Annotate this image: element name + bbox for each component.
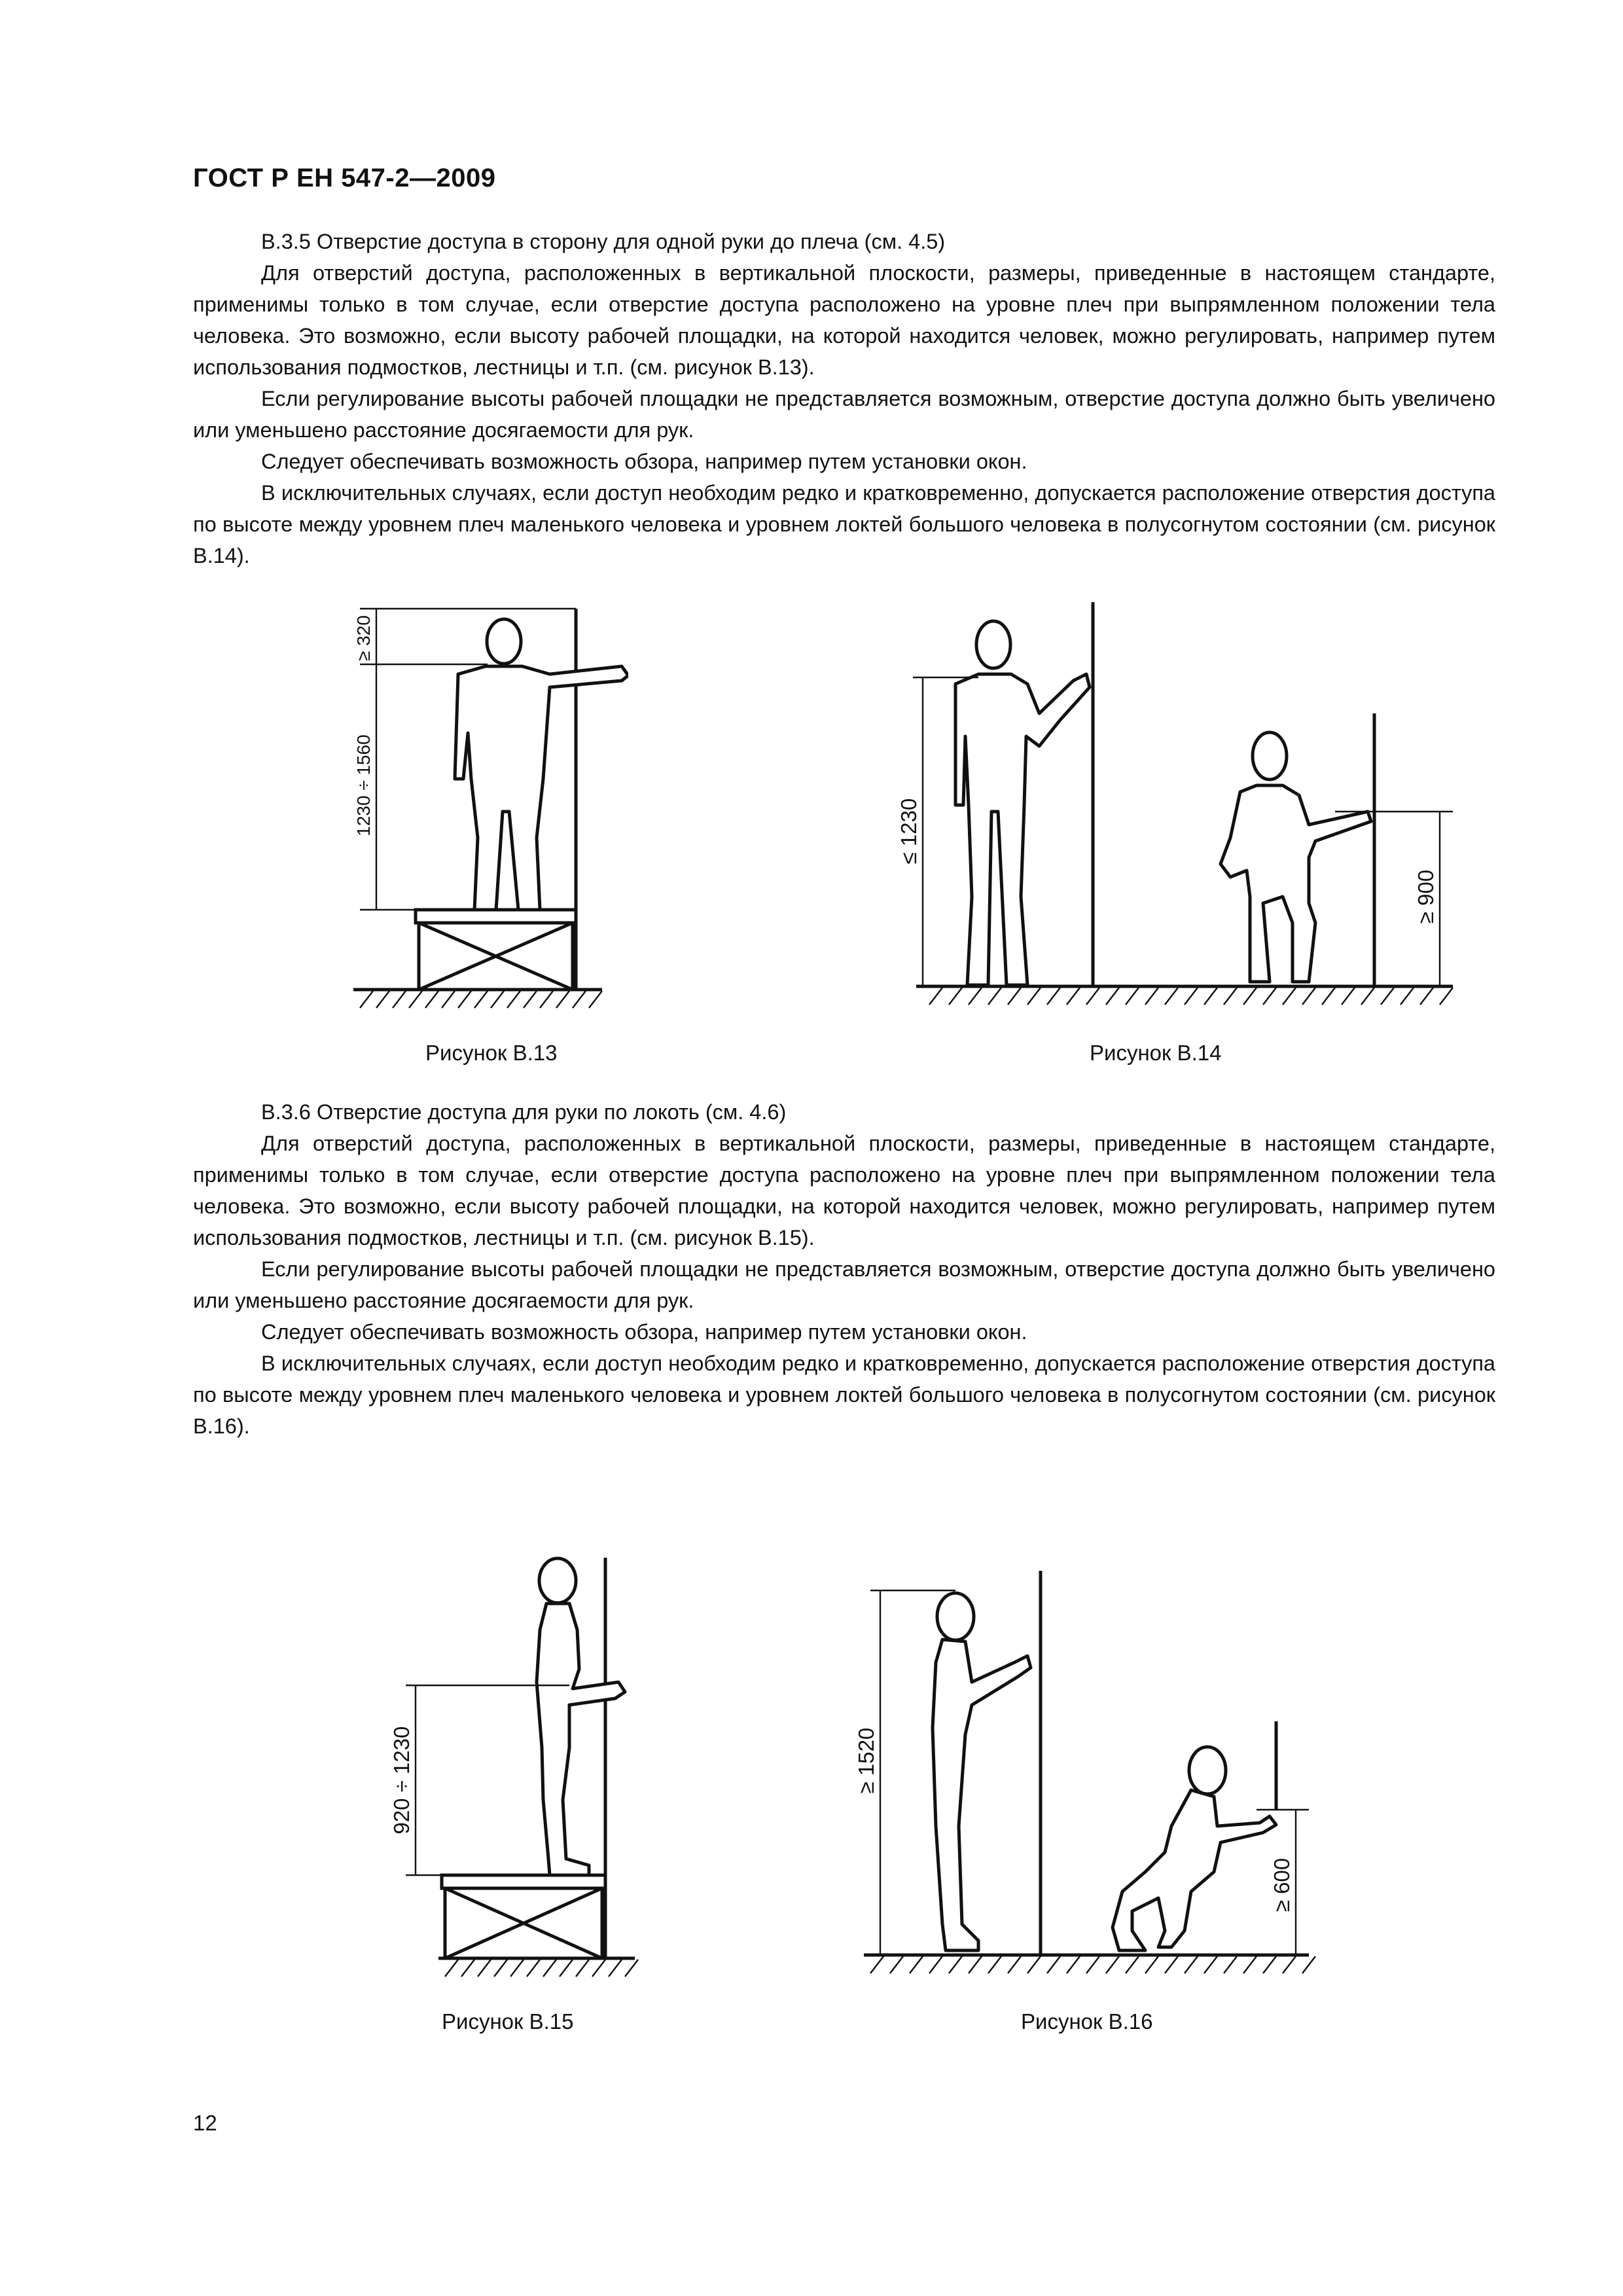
page-number: 12 [193,2111,217,2135]
dimension-label: ≥ 600 [1270,1857,1294,1912]
figure-caption: Рисунок В.13 [425,1041,558,1065]
standing-person-side [537,1558,625,1875]
scaffold [416,910,576,990]
crouching-person [1221,732,1371,982]
ground-hatching [916,986,1453,1005]
figure-caption: Рисунок В.15 [442,2009,574,2034]
paragraph: В исключительных случаях, если доступ необходим редко и кратковременно, допускается расположение отверстия доступа по высоте между уровнем плеч маленького человека и уровнем локтей большого человека в полусогнутом состоянии (см. рисунок В.14). [193,481,1495,567]
scaffold [442,1875,605,1958]
figure-caption: Рисунок В.14 [1090,1041,1222,1065]
paragraph: Следует обеспечивать возможность обзора, например путем установки окон. [261,1320,1027,1344]
ground-hatching [438,1958,638,1977]
squatting-person [1113,1747,1276,1950]
paragraph: Если регулирование высоты рабочей площадки не представляется возможным, отверстие доступа должно быть увеличено или уменьшено расстояние досягаемости для рук. [193,387,1495,442]
section-b35-heading: В.3.5 Отверстие доступа в сторону для одной руки до плеча (см. 4.5) [261,230,946,253]
figure-b14 [864,596,1472,1014]
figure-b13 [340,589,628,1021]
dimension-label: ≥ 1520 [854,1727,878,1794]
paragraph: Следует обеспечивать возможность обзора, например путем установки окон. [261,450,1027,473]
dimension-label: ≥ 320 [353,615,374,661]
dimension-label: 1230 ÷ 1560 [353,734,374,836]
section-b36-text [193,1096,1495,1442]
paragraph: Если регулирование высоты рабочей площадки не представляется возможным, отверстие доступа должно быть увеличено или уменьшено расстояние досягаемости для рук. [193,1257,1495,1312]
standing-person [955,621,1090,985]
standing-person-reaching [455,619,628,910]
dimension-label: ≤ 1230 [897,798,921,865]
figure-b15 [373,1551,648,2003]
dimension-label: ≥ 900 [1414,869,1438,924]
paragraph: Для отверстий доступа, расположенных в вертикальной плоскости, размеры, приведенные в настоящем стандарте, применимы только в том случае, если отверстие доступа расположено на уровне плеч при выпрямленном положении тела человека. Это возможно, если высоту рабочей площадки, на которой находится человек, можно регулировать, например путем использования подмостков, лестницы и т.п. (см. рисунок В.13). [193,261,1495,379]
section-b36-heading: В.3.6 Отверстие доступа для руки по локоть (см. 4.6) [261,1100,787,1124]
section-b35-text [193,226,1495,571]
standing-person-side [933,1593,1031,1950]
dimension-label: 920 ÷ 1230 [389,1726,414,1835]
ground-hatching [353,990,602,1008]
figure-b16 [851,1564,1322,1996]
figure-caption: Рисунок В.16 [1021,2009,1153,2034]
paragraph: Для отверстий доступа, расположенных в вертикальной плоскости, размеры, приведенные в настоящем стандарте, применимы только в том случае, если отверстие доступа расположено на уровне плеч при выпрямленном положении тела человека. Это возможно, если высоту рабочей площадки, на которой находится человек, можно регулировать, например путем использования подмостков, лестницы и т.п. (см. рисунок В.15). [193,1132,1495,1249]
paragraph: В исключительных случаях, если доступ необходим редко и кратковременно, допускается расположение отверстия доступа по высоте между уровнем плеч маленького человека и уровнем локтей большого человека в полусогнутом состоянии (см. рисунок В.16). [193,1352,1495,1438]
ground-hatching [864,1955,1315,1973]
document-header: ГОСТ Р ЕН 547-2—2009 [193,164,496,192]
